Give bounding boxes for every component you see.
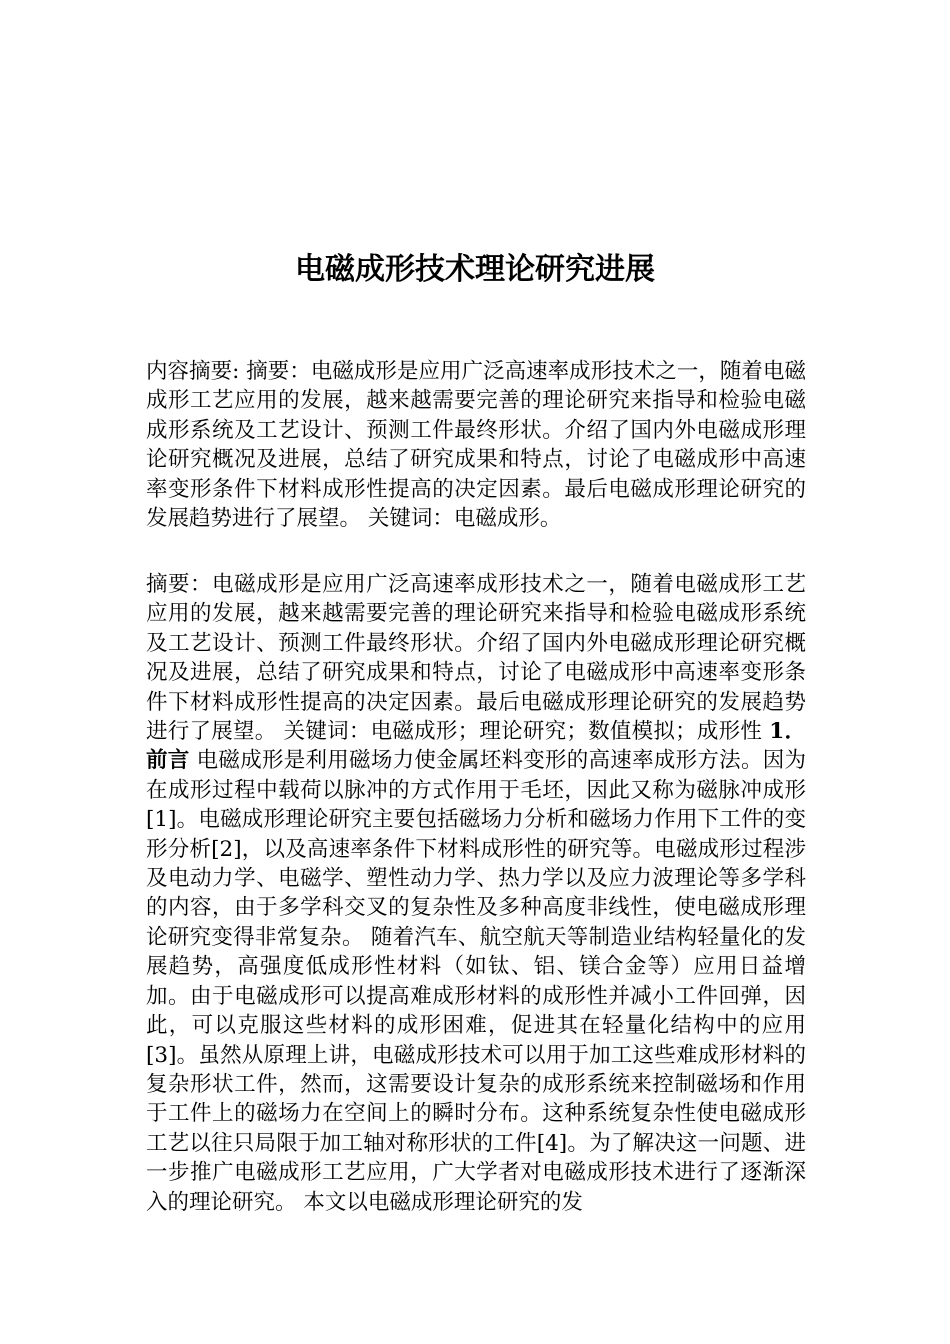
summary-paragraph: 内容摘要: 摘要：电磁成形是应用广泛高速率成形技术之一，随着电磁成形工艺应用的发展，越来越需要完善的理论研究来指导和检验电磁成形系统及工艺设计、预测工件最终形状。介绍了国内外电磁成形理论研究概况及进展，总结了研究成果和特点，讨论了电磁成形中高速率变形条件下材料成形性提高的决定因素。最后电磁成形理论研究的发展趋势进行了展望。 关键词：电磁成形。	[146, 359, 806, 532]
body-paragraph	[146, 570, 806, 1217]
body-text-part1: 摘要：电磁成形是应用广泛高速率成形技术之一，随着电磁成形工艺应用的发展，越来越需要完善的理论研究来指导和检验电磁成形系统及工艺设计、预测工件最终形状。介绍了国内外电磁成形理论研究概况及进展，总结了研究成果和特点，讨论了电磁成形中高速率变形条件下材料成形性提高的决定因素。最后电磁成形理论研究的发展趋势进行了展望。 关键词：电磁成形；理论研究；数值模拟；成形性	[146, 572, 806, 745]
document-title: 电磁成形技术理论研究进展	[295, 252, 655, 287]
body-text-part2: 电磁成形是利用磁场力使金属坯料变形的高速率成形方法。因为在成形过程中载荷以脉冲的方式作用于毛坯，因此又称为磁脉冲成形[1]。电磁成形理论研究主要包括磁场力分析和磁场力作用下工件的变形分析[2]，以及高速率条件下材料成形性的研究等。电磁成形过程涉及电动力学、电磁学、塑性动力学、热力学以及应力波理论等多学科的内容，由于多学科交叉的复杂性及多种高度非线性，使电磁成形理论研究变得非常复杂。 随着汽车、航空航天等制造业结构轻量化的发展趋势，高强度低成形性材料（如钛、铝、镁合金等）应用日益增加。由于电磁成形可以提高难成形材料的成形性并减小工件回弹，因此，可以克服这些材料的成形困难，促进其在轻量化结构中的应用[3]。虽然从原理上讲，电磁成形技术可以用于加工这些难成形材料的复杂形状工件，然而，这需要设计复杂的成形系统来控制磁场和作用于工件上的磁场力在空间上的瞬时分布。这种系统复杂性使电磁成形工艺以往只局限于加工轴对称形状的工件[4]。为了解决这一问题、进一步推广电磁成形工艺应用，广大学者对电磁成形技术进行了逐渐深入的理论研究。 本文以电磁成形理论研究的发	[146, 748, 806, 1215]
intro-heading: 1．前言	[146, 719, 806, 774]
